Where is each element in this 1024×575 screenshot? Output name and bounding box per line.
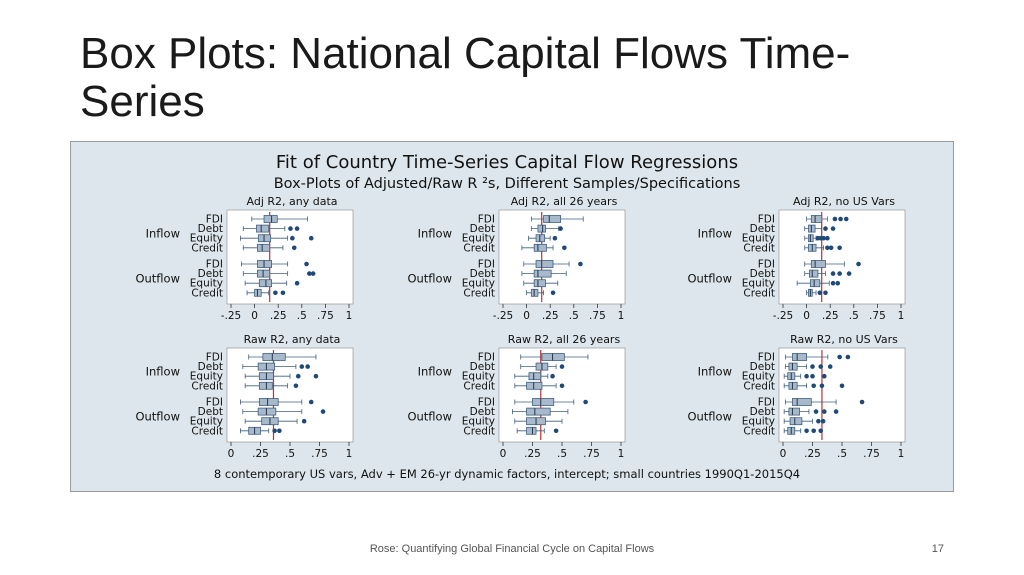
category-label: Equity — [741, 232, 775, 245]
x-tick-label: .25 — [524, 448, 541, 460]
outlier-point — [816, 419, 821, 424]
box — [536, 261, 553, 268]
outlier-point — [860, 400, 865, 405]
group-label: Inflow — [417, 226, 452, 241]
category-label: FDI — [757, 351, 775, 364]
footer-text: Rose: Quantifying Global Financial Cycle on Capital Flows — [369, 543, 655, 555]
category-label: FDI — [477, 258, 495, 271]
category-label: Credit — [463, 380, 495, 393]
panel-title: Raw R2, any data — [243, 333, 341, 346]
box — [534, 270, 551, 277]
category-label: Debt — [469, 406, 495, 419]
group-label: Outflow — [135, 409, 180, 424]
outlier-point — [844, 217, 849, 222]
box — [538, 225, 546, 232]
box — [789, 382, 797, 389]
box-plot-figure — [71, 142, 953, 491]
box — [542, 354, 564, 361]
outlier-point — [550, 374, 555, 379]
group-label: Inflow — [145, 226, 180, 241]
outlier-point — [814, 409, 819, 414]
x-tick-label: 1 — [897, 310, 905, 322]
group-label: Outflow — [687, 271, 732, 286]
category-label: Credit — [191, 242, 223, 255]
panel-title: Raw R2, all 26 years — [507, 333, 621, 346]
outlier-point — [831, 281, 836, 286]
category-label: Debt — [749, 361, 775, 374]
x-tick-label: .25 — [804, 448, 821, 460]
box — [534, 244, 546, 251]
outlier-point — [290, 236, 295, 241]
outlier-point — [837, 355, 842, 360]
outlier-point — [804, 374, 809, 379]
outlier-point — [831, 271, 836, 276]
box — [264, 216, 277, 223]
outlier-point — [820, 384, 825, 389]
outlier-point — [309, 400, 314, 405]
panel — [135, 333, 353, 460]
category-label: Credit — [191, 287, 223, 300]
category-label: Debt — [197, 406, 223, 419]
group-label: Outflow — [687, 409, 732, 424]
box — [809, 270, 817, 277]
box — [533, 399, 554, 406]
category-label: Debt — [197, 223, 223, 236]
box — [257, 244, 269, 251]
outlier-point — [292, 246, 297, 251]
x-tick-label: .25 — [269, 310, 287, 322]
group-label: Inflow — [417, 364, 452, 379]
box — [529, 373, 541, 380]
panels — [135, 195, 905, 460]
plot-area — [779, 348, 905, 442]
x-tick-label: -.25 — [220, 310, 242, 322]
category-label: Debt — [749, 223, 775, 236]
x-tick-label: .5 — [848, 310, 859, 322]
category-label: Debt — [197, 268, 223, 281]
outlier-point — [273, 291, 278, 296]
category-label: Debt — [469, 361, 495, 374]
box — [259, 399, 278, 406]
outlier-point — [810, 364, 815, 369]
outlier-point — [560, 384, 565, 389]
outlier-point — [837, 271, 842, 276]
category-label: Credit — [463, 287, 495, 300]
box — [263, 354, 285, 361]
outlier-point — [810, 374, 815, 379]
outlier-point — [846, 355, 851, 360]
category-label: Credit — [463, 242, 495, 255]
outlier-point — [829, 246, 834, 251]
outlier-point — [311, 271, 316, 276]
category-label: FDI — [757, 258, 775, 271]
x-tick-label: 0 — [803, 310, 810, 322]
panel — [687, 195, 905, 322]
box — [534, 280, 545, 287]
group-label: Outflow — [407, 409, 452, 424]
box — [810, 280, 819, 287]
box — [811, 216, 821, 223]
panel-title: Raw R2, no US Vars — [790, 333, 898, 346]
box — [256, 225, 268, 232]
x-tick-label: 0 — [779, 448, 787, 460]
x-tick-label: 1 — [897, 448, 905, 460]
outlier-point — [822, 374, 827, 379]
category-label: Debt — [197, 361, 223, 374]
outlier-point — [281, 291, 286, 296]
box — [258, 408, 276, 415]
outlier-point — [300, 364, 305, 369]
outlier-point — [811, 429, 816, 434]
figure-subtitle: Box-Plots of Adjusted/Raw R ²s, Different Samples/Specifications — [273, 176, 741, 192]
x-tick-label: 0 — [251, 310, 258, 322]
plot-area — [779, 210, 905, 304]
x-tick-label: .75 — [311, 448, 328, 460]
box — [527, 408, 551, 415]
box — [792, 399, 811, 406]
x-tick-label: -.25 — [492, 310, 514, 322]
box — [789, 408, 800, 415]
x-tick-label: .25 — [541, 310, 559, 322]
box — [790, 418, 802, 425]
outlier-point — [825, 236, 830, 241]
figure-note: 8 contemporary US vars, Adv + EM 26-yr dynamic factors, intercept; small countries 1990Q1-2015Q4 — [213, 467, 801, 481]
outlier-point — [305, 364, 310, 369]
outlier-point — [847, 271, 852, 276]
outlier-point — [818, 291, 823, 296]
plot-area — [499, 210, 625, 304]
outlier-point — [553, 236, 558, 241]
category-label: FDI — [477, 351, 495, 364]
category-label: Equity — [189, 370, 223, 383]
x-tick-label: -.25 — [772, 310, 794, 322]
x-tick-label: .5 — [556, 448, 568, 460]
category-label: Credit — [743, 380, 775, 393]
category-label: FDI — [205, 351, 223, 364]
panel — [407, 333, 625, 460]
slide-number: 17 — [931, 543, 944, 555]
x-tick-label: .5 — [296, 310, 307, 322]
outlier-point — [818, 364, 823, 369]
category-label: Equity — [461, 370, 495, 383]
outlier-point — [551, 291, 556, 296]
outlier-point — [321, 409, 326, 414]
category-label: Equity — [461, 277, 495, 290]
outlier-point — [272, 429, 277, 434]
outlier-point — [302, 419, 307, 424]
category-label: Credit — [191, 380, 223, 393]
category-label: Equity — [189, 277, 223, 290]
outlier-point — [831, 226, 836, 231]
x-tick-label: 1 — [617, 310, 625, 322]
outlier-point — [835, 281, 840, 286]
category-label: Debt — [469, 268, 495, 281]
category-label: Equity — [189, 232, 223, 245]
x-tick-label: 0 — [523, 310, 530, 322]
box — [811, 261, 825, 268]
category-label: FDI — [757, 213, 775, 226]
x-tick-label: 1 — [345, 310, 353, 322]
outlier-point — [821, 419, 826, 424]
x-tick-label: .75 — [583, 448, 600, 460]
outlier-point — [304, 262, 309, 267]
category-label: Equity — [461, 415, 495, 428]
figure-frame — [70, 141, 954, 492]
slide-title: Box Plots: National Capital Flows Time-Series — [80, 29, 851, 126]
outlier-point — [828, 364, 833, 369]
x-tick-label: 0 — [499, 448, 507, 460]
outlier-point — [296, 374, 301, 379]
panel-title: Adj R2, any data — [246, 195, 338, 208]
category-label: Debt — [749, 406, 775, 419]
outlier-point — [309, 236, 314, 241]
x-tick-label: .75 — [869, 310, 886, 322]
outlier-point — [833, 217, 838, 222]
category-label: FDI — [757, 396, 775, 409]
group-label: Outflow — [135, 271, 180, 286]
outlier-point — [554, 429, 559, 434]
x-tick-label: 0 — [227, 448, 235, 460]
category-label: Equity — [741, 415, 775, 428]
x-tick-label: .5 — [568, 310, 579, 322]
panel-title: Adj R2, no US Vars — [793, 195, 895, 208]
plot-area — [227, 348, 353, 442]
category-label: Debt — [749, 268, 775, 281]
x-tick-label: .25 — [252, 448, 269, 460]
outlier-point — [822, 409, 827, 414]
category-label: Equity — [741, 370, 775, 383]
group-label: Inflow — [697, 226, 732, 241]
plot-area — [499, 348, 625, 442]
category-label: Credit — [191, 425, 223, 438]
category-label: Equity — [189, 415, 223, 428]
category-label: Credit — [743, 242, 775, 255]
box — [792, 354, 806, 361]
x-tick-label: .5 — [284, 448, 296, 460]
outlier-point — [578, 262, 583, 267]
group-label: Outflow — [407, 271, 452, 286]
category-label: FDI — [205, 396, 223, 409]
outlier-point — [583, 400, 588, 405]
box — [527, 427, 536, 434]
box — [259, 382, 272, 389]
outlier-point — [558, 226, 563, 231]
box — [544, 216, 561, 223]
group-label: Inflow — [145, 364, 180, 379]
outlier-point — [295, 281, 300, 286]
outlier-point — [856, 262, 861, 267]
category-label: Credit — [463, 425, 495, 438]
category-label: FDI — [477, 396, 495, 409]
outlier-point — [823, 291, 828, 296]
outlier-point — [295, 226, 300, 231]
panel — [135, 195, 353, 322]
category-label: Equity — [461, 232, 495, 245]
x-tick-label: 1 — [617, 448, 625, 460]
outlier-point — [560, 364, 565, 369]
category-label: FDI — [205, 213, 223, 226]
outlier-point — [314, 374, 319, 379]
category-label: Credit — [743, 287, 775, 300]
outlier-point — [840, 384, 845, 389]
category-label: FDI — [477, 213, 495, 226]
figure-title: Fit of Country Time-Series Capital Flow Regressions — [275, 152, 739, 173]
outlier-point — [277, 429, 282, 434]
x-tick-label: .75 — [589, 310, 606, 322]
outlier-point — [834, 409, 839, 414]
category-label: Equity — [741, 277, 775, 290]
group-label: Inflow — [697, 364, 732, 379]
panel — [687, 333, 905, 460]
x-tick-label: .75 — [317, 310, 334, 322]
category-label: Debt — [469, 223, 495, 236]
x-tick-label: .75 — [863, 448, 880, 460]
outlier-point — [288, 226, 293, 231]
outlier-point — [838, 217, 843, 222]
outlier-point — [562, 246, 567, 251]
outlier-point — [818, 429, 823, 434]
panel — [407, 195, 625, 322]
outlier-point — [804, 429, 809, 434]
x-tick-label: .5 — [836, 448, 848, 460]
category-label: Credit — [743, 425, 775, 438]
outlier-point — [837, 246, 842, 251]
panel-title: Adj R2, all 26 years — [510, 195, 618, 208]
box — [527, 382, 542, 389]
box — [789, 363, 797, 370]
outlier-point — [294, 384, 299, 389]
x-tick-label: .25 — [821, 310, 839, 322]
plot-area — [227, 210, 353, 304]
outlier-point — [811, 384, 816, 389]
outlier-point — [823, 226, 828, 231]
category-label: FDI — [205, 258, 223, 271]
x-tick-label: 1 — [345, 448, 353, 460]
